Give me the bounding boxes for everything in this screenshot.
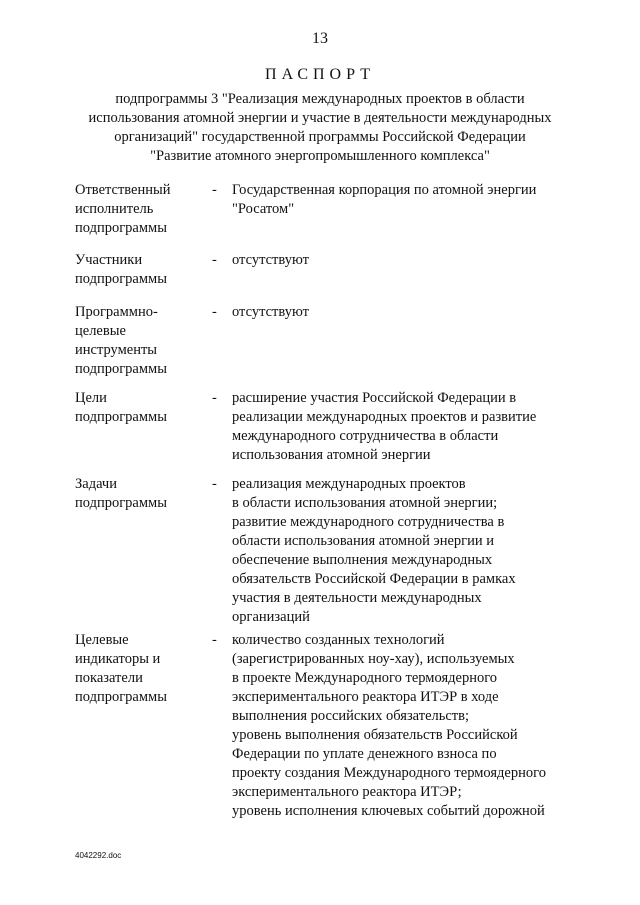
value-line: "Росатом" bbox=[232, 201, 295, 217]
row-dash: - bbox=[212, 182, 217, 198]
label-line: инструменты bbox=[75, 342, 158, 358]
value-line: экспериментального реактора ИТЭР; bbox=[232, 784, 462, 800]
value-line: выполнения российских обязательств; bbox=[232, 708, 470, 724]
label-line: подпрограммы bbox=[75, 689, 167, 705]
value-line: количество созданных технологий bbox=[232, 632, 445, 648]
page-number: 13 bbox=[312, 30, 328, 47]
row-value bbox=[232, 303, 572, 322]
row-dash: - bbox=[212, 304, 217, 320]
value-line: участия в деятельности международных bbox=[232, 590, 482, 606]
file-name-footer: 4042292.doc bbox=[75, 851, 122, 860]
row-value bbox=[232, 631, 572, 821]
value-line: Федерации по уплате денежного взноса по bbox=[232, 746, 497, 762]
row-label bbox=[75, 181, 205, 238]
value-line: отсутствуют bbox=[232, 252, 309, 268]
label-line: Ответственный bbox=[75, 182, 171, 198]
value-line: в проекте Международного термоядерного bbox=[232, 670, 498, 686]
value-line: реализация международных проектов bbox=[232, 476, 466, 492]
label-line: подпрограммы bbox=[75, 361, 167, 377]
value-line: расширение участия Российской Федерации в bbox=[232, 390, 517, 406]
value-line: международного сотрудничества в области bbox=[232, 428, 499, 444]
row-label bbox=[75, 631, 205, 707]
value-line: отсутствуют bbox=[232, 304, 309, 320]
passport-title: ПАСПОРТ bbox=[265, 66, 375, 83]
value-line: обеспечение выполнения международных bbox=[232, 552, 493, 568]
subtitle-line: организаций" государственной программы Российской Федерации bbox=[114, 129, 526, 145]
value-line: обязательств Российской Федерации в рамках bbox=[232, 571, 516, 587]
value-line: уровень выполнения обязательств Российской bbox=[232, 727, 518, 743]
row-dash: - bbox=[212, 252, 217, 268]
label-line: подпрограммы bbox=[75, 271, 167, 287]
value-line: Государственная корпорация по атомной энергии bbox=[232, 182, 537, 198]
label-line: исполнитель bbox=[75, 201, 154, 217]
label-line: Целевые bbox=[75, 632, 129, 648]
subtitle-line: подпрограммы 3 "Реализация международных проектов в области bbox=[115, 91, 525, 107]
value-line: развитие международного сотрудничества в bbox=[232, 514, 505, 530]
row-label bbox=[75, 475, 205, 513]
value-line: в области использования атомной энергии; bbox=[232, 495, 498, 511]
value-line: области использования атомной энергии и bbox=[232, 533, 495, 549]
label-line: Задачи bbox=[75, 476, 117, 492]
value-line: уровень исполнения ключевых событий дорожной bbox=[232, 803, 545, 819]
label-line: подпрограммы bbox=[75, 409, 167, 425]
row-value bbox=[232, 251, 572, 270]
label-line: показатели bbox=[75, 670, 143, 686]
label-line: целевые bbox=[75, 323, 126, 339]
value-line: (зарегистрированных ноу-хау), используемых bbox=[232, 651, 515, 667]
label-line: Участники bbox=[75, 252, 143, 268]
row-value bbox=[232, 389, 572, 465]
row-label bbox=[75, 389, 205, 427]
subtitle-line: "Развитие атомного энергопромышленного комплекса" bbox=[150, 148, 490, 164]
value-line: экспериментального реактора ИТЭР в ходе bbox=[232, 689, 499, 705]
value-line: организаций bbox=[232, 609, 310, 625]
subprogram-subtitle bbox=[60, 90, 580, 166]
row-dash: - bbox=[212, 632, 217, 648]
row-value bbox=[232, 181, 572, 219]
label-line: подпрограммы bbox=[75, 220, 167, 236]
value-line: реализации международных проектов и развитие bbox=[232, 409, 537, 425]
label-line: индикаторы и bbox=[75, 651, 161, 667]
label-line: Программно- bbox=[75, 304, 158, 320]
value-line: использования атомной энергии bbox=[232, 447, 431, 463]
row-dash: - bbox=[212, 476, 217, 492]
subtitle-line: использования атомной энергии и участие в деятельности международных bbox=[88, 110, 552, 126]
row-value bbox=[232, 475, 572, 627]
label-line: подпрограммы bbox=[75, 495, 167, 511]
row-dash: - bbox=[212, 390, 217, 406]
row-label bbox=[75, 303, 205, 379]
label-line: Цели bbox=[75, 390, 107, 406]
value-line: проекту создания Международного термоядерного bbox=[232, 765, 546, 781]
row-label bbox=[75, 251, 205, 289]
